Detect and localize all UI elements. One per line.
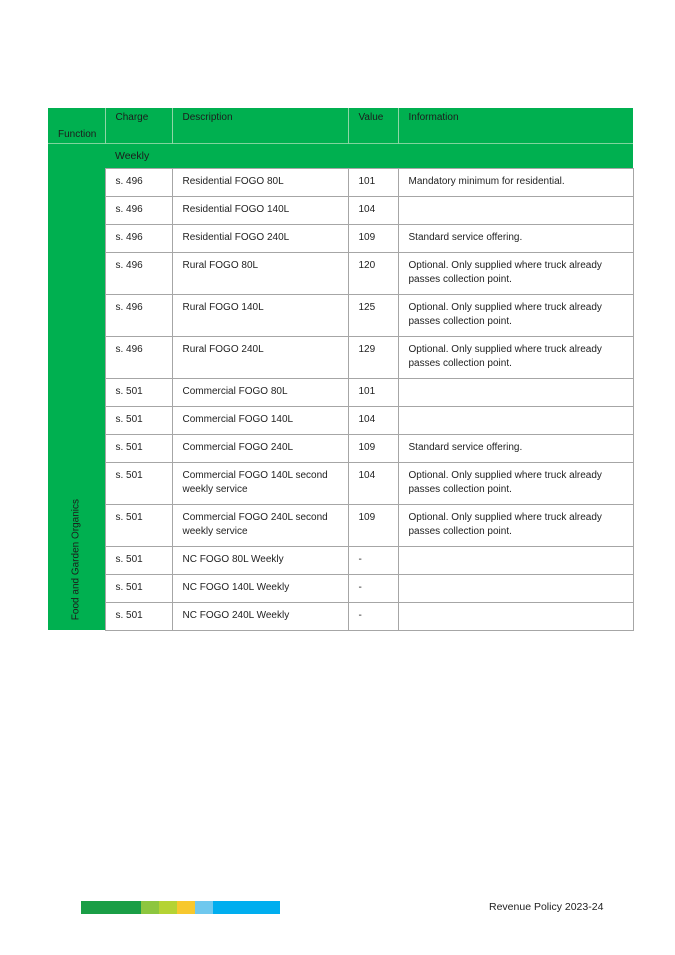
cell-charge: s. 501 [105,406,172,434]
cell-charge: s. 501 [105,504,172,546]
cell-information [398,196,633,224]
table-row [48,462,633,504]
cell-value: 109 [348,224,398,252]
cell-description: Rural FOGO 80L [172,252,348,294]
cell-charge: s. 496 [105,196,172,224]
footer-bar-segment [141,901,159,914]
cell-description: Residential FOGO 140L [172,196,348,224]
table-row [48,602,633,630]
cell-information [398,602,633,630]
cell-value: 104 [348,406,398,434]
table-row [48,434,633,462]
table-row [48,378,633,406]
function-cell [48,143,105,630]
header-charge: Charge [105,108,172,143]
footer-bar-segment [177,901,195,914]
table-row [48,574,633,602]
cell-charge: s. 496 [105,294,172,336]
cell-description: NC FOGO 80L Weekly [172,546,348,574]
footer-bar-segment [213,901,280,914]
cell-value: 109 [348,504,398,546]
header-value: Value [348,108,398,143]
cell-information: Optional. Only supplied where truck already passes collection point. [398,462,633,504]
cell-description: Commercial FOGO 240L second weekly service [172,504,348,546]
cell-description: Commercial FOGO 80L [172,378,348,406]
table-row [48,168,633,196]
table-row [48,504,633,546]
cell-charge: s. 501 [105,546,172,574]
cell-charge: s. 501 [105,434,172,462]
section-label: Weekly [105,143,633,168]
section-row [48,143,633,168]
table-row [48,196,633,224]
function-label: Food and Garden Organics [70,498,82,620]
cell-charge: s. 496 [105,252,172,294]
cell-value: 129 [348,336,398,378]
footer-color-bar [81,901,280,914]
cell-information: Optional. Only supplied where truck already passes collection point. [398,336,633,378]
cell-value: 125 [348,294,398,336]
header-information: Information [398,108,633,143]
cell-value: 120 [348,252,398,294]
cell-information [398,378,633,406]
cell-charge: s. 501 [105,574,172,602]
cell-description: Commercial FOGO 240L [172,434,348,462]
cell-description: Rural FOGO 240L [172,336,348,378]
cell-charge: s. 501 [105,602,172,630]
footer-title: Revenue Policy 2023-24 [489,901,604,913]
cell-information: Mandatory minimum for residential. [398,168,633,196]
cell-description: Commercial FOGO 140L [172,406,348,434]
cell-charge: s. 501 [105,462,172,504]
footer-bar-segment [81,901,141,914]
cell-information [398,546,633,574]
header-description: Description [172,108,348,143]
cell-value: 104 [348,196,398,224]
cell-description: Residential FOGO 80L [172,168,348,196]
footer-bar-segment [195,901,213,914]
table-row [48,406,633,434]
cell-charge: s. 496 [105,168,172,196]
cell-value: 109 [348,434,398,462]
cell-information: Optional. Only supplied where truck already passes collection point. [398,294,633,336]
cell-value: - [348,602,398,630]
cell-charge: s. 496 [105,224,172,252]
cell-value: - [348,574,398,602]
cell-information: Optional. Only supplied where truck already passes collection point. [398,504,633,546]
cell-information: Standard service offering. [398,434,633,462]
cell-description: Commercial FOGO 140L second weekly service [172,462,348,504]
table-row [48,546,633,574]
cell-information [398,406,633,434]
table-row [48,224,633,252]
cell-description: NC FOGO 140L Weekly [172,574,348,602]
table-row [48,252,633,294]
cell-information: Optional. Only supplied where truck already passes collection point. [398,252,633,294]
table-row [48,336,633,378]
cell-information [398,574,633,602]
cell-value: 101 [348,378,398,406]
cell-charge: s. 496 [105,336,172,378]
cell-description: Residential FOGO 240L [172,224,348,252]
cell-value: 104 [348,462,398,504]
cell-information: Standard service offering. [398,224,633,252]
table-row [48,294,633,336]
cell-value: 101 [348,168,398,196]
header-function: Function [48,108,105,143]
table-header-row [48,108,633,143]
cell-description: NC FOGO 240L Weekly [172,602,348,630]
cell-charge: s. 501 [105,378,172,406]
charges-table [48,108,634,631]
cell-value: - [348,546,398,574]
cell-description: Rural FOGO 140L [172,294,348,336]
footer-bar-segment [159,901,177,914]
